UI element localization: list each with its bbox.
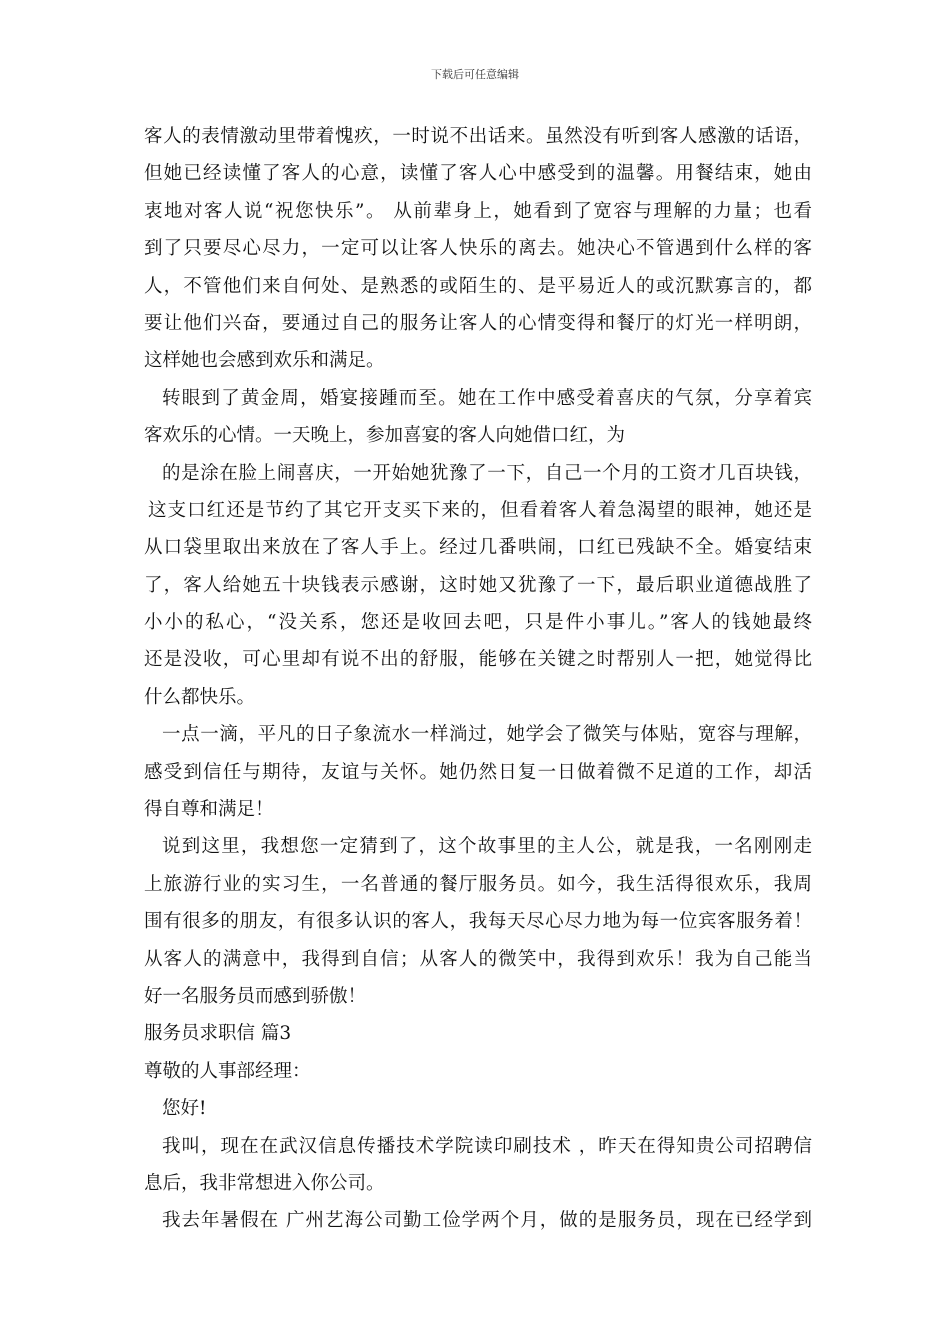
text-line: 上旅游行业的实习生，一名普通的餐厅服务员。如今，我生活得很欢乐，我周	[144, 873, 812, 895]
text-line: 从口袋里取出来放在了客人手上。经过几番哄闹，口红已残缺不全。婚宴结束	[144, 537, 812, 559]
text-line: 人，不管他们来自何处、是熟悉的或陌生的、是平易近人的或沉默寡言的，都	[144, 275, 812, 297]
text-line: 这样她也会感到欢乐和满足。	[144, 350, 385, 372]
text-line: 一点一滴，平凡的日子象流水一样淌过，她学会了微笑与体贴，宽容与理解，	[162, 724, 812, 746]
text-line: 得自尊和满足！	[144, 799, 274, 821]
text-line: 小小的私心，“没关系，您还是收回去吧，只是件小事儿。”客人的钱她最终	[144, 612, 812, 634]
text-line: 我叫，现在在武汉信息传播技术学院读印刷技术 ，昨天在得知贵公司招聘信	[162, 1135, 812, 1157]
text-line: 息后，我非常想进入你公司。	[144, 1172, 385, 1194]
text-line: 服务员求职信 篇3	[144, 1023, 292, 1045]
text-line: 要让他们兴奋，要通过自己的服务让客人的心情变得和餐厅的灯光一样明朗，	[144, 312, 812, 334]
text-line: 从客人的满意中，我得到自信；从客人的微笑中，我得到欢乐！我为自己能当	[144, 948, 812, 970]
page-header: 下载后可任意编辑	[431, 68, 519, 81]
text-line: 感受到信任与期待，友谊与关怀。她仍然日复一日做着微不足道的工作，却活	[144, 761, 812, 783]
text-line: 转眼到了黄金周，婚宴接踵而至。她在工作中感受着喜庆的气氛，分享着宾	[162, 387, 812, 409]
text-line: 客人的表情激动里带着愧疚，一时说不出话来。虽然没有听到客人感激的话语，	[144, 126, 812, 147]
text-line: 我去年暑假在 广州艺海公司勤工俭学两个月，做的是服务员，现在已经学到	[162, 1210, 812, 1232]
text-line: 这支口红还是节约了其它开支买下来的，但看着客人着急渴望的眼神，她还是	[148, 499, 812, 521]
text-line: 您好!	[162, 1098, 207, 1120]
text-line: 尊敬的人事部经理：	[144, 1060, 311, 1082]
text-line: 了，客人给她五十块钱表示感谢，这时她又犹豫了一下，最后职业道德战胜了	[144, 574, 812, 596]
text-line: 客欢乐的心情。一天晚上，参加喜宴的客人向她借口红，为	[144, 425, 626, 447]
document-body	[144, 118, 812, 1240]
text-line: 还是没收，可心里却有说不出的舒服，能够在关键之时帮别人一把，她觉得比	[144, 649, 812, 671]
text-line: 围有很多的朋友，有很多认识的客人，我每天尽心尽力地为每一位宾客服务着！	[144, 911, 812, 933]
text-line: 说到这里，我想您一定猜到了，这个故事里的主人公，就是我，一名刚刚走	[162, 836, 812, 858]
text-line: 的是涂在脸上闹喜庆，一开始她犹豫了一下，自己一个月的工资才几百块钱，	[162, 462, 812, 484]
text-line: 到了只要尽心尽力，一定可以让客人快乐的离去。她决心不管遇到什么样的客	[144, 238, 812, 260]
text-line: 好一名服务员而感到骄傲！	[144, 985, 367, 1007]
text-line: 但她已经读懂了客人的心意，读懂了客人心中感受到的温馨。用餐结束，她由	[144, 163, 812, 185]
text-line: 衷地对客人说“祝您快乐”。 从前辈身上，她看到了宽容与理解的力量；也看	[144, 200, 812, 222]
text-line: 什么都快乐。	[144, 686, 256, 708]
